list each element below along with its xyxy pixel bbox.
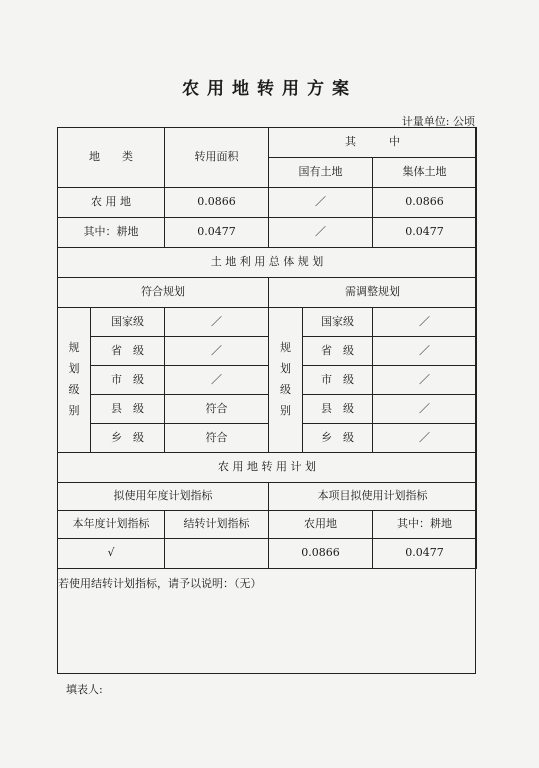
arable-value: 0.0477 [373,539,477,569]
level-conform: ／ [165,337,269,366]
this-year-value: √ [58,539,165,569]
table-row [58,395,477,424]
table-row [58,308,477,337]
carried-header: 结转计划指标 [165,511,269,539]
arable-label: 其中：耕地 [58,218,165,248]
agri-value: 0.0866 [269,539,373,569]
level-name: 乡 级 [91,424,165,453]
level-conform: 符合 [165,424,269,453]
table-row [58,366,477,395]
plan-section-title: 土 地 利 用 总 体 规 划 [58,248,477,278]
arable-area: 0.0477 [165,218,269,248]
table-row [58,337,477,366]
plan-level-label-right: 规划级别 [269,308,303,453]
conversion-plan-title: 农 用 地 转 用 计 划 [58,453,477,483]
conversion-area-header: 转用面积 [165,128,269,188]
conversion-table [57,127,477,569]
carried-value [165,539,269,569]
level-name: 县 级 [91,395,165,424]
arable-collective: 0.0477 [373,218,477,248]
table-row [58,424,477,453]
of-which-header: 其 中 [269,128,477,158]
table-row [58,218,477,248]
level-name: 省 级 [91,337,165,366]
level-conform: ／ [165,366,269,395]
table-row [58,539,477,569]
project-index-header: 本项目拟使用计划指标 [269,483,477,511]
annual-index-header: 拟使用年度计划指标 [58,483,269,511]
filler-label: 填表人: [66,683,103,696]
level-conform: ／ [165,308,269,337]
level-name: 市 级 [91,366,165,395]
level-adjust: ／ [373,424,477,453]
agri-area: 0.0866 [165,188,269,218]
plan-level-label: 规划级别 [58,308,91,453]
level-adjust: ／ [373,366,477,395]
level-name: 国家级 [303,308,373,337]
level-name: 乡 级 [303,424,373,453]
arable-state: ／ [269,218,373,248]
state-land-header: 国有土地 [269,158,373,188]
level-name: 省 级 [303,337,373,366]
level-conform: 符合 [165,395,269,424]
agri-col-header: 农用地 [269,511,373,539]
level-name: 县 级 [303,395,373,424]
table-row [58,188,477,218]
this-year-header: 本年度计划指标 [58,511,165,539]
carryover-note: 若使用结转计划指标，请予以说明：（无） [58,577,262,590]
level-name: 国家级 [91,308,165,337]
level-adjust: ／ [373,308,477,337]
land-type-header: 地 类 [58,128,165,188]
agri-label: 农 用 地 [58,188,165,218]
collective-land-header: 集体土地 [373,158,477,188]
measurement-unit: 计量单位: 公顷 [401,115,475,128]
arable-col-header: 其中：耕地 [373,511,477,539]
agri-state: ／ [269,188,373,218]
level-adjust: ／ [373,395,477,424]
conform-header: 符合规划 [58,278,269,308]
level-name: 市 级 [303,366,373,395]
agri-collective: 0.0866 [373,188,477,218]
document-title: 农用地转用方案 [182,79,357,99]
adjust-header: 需调整规划 [269,278,477,308]
level-adjust: ／ [373,337,477,366]
